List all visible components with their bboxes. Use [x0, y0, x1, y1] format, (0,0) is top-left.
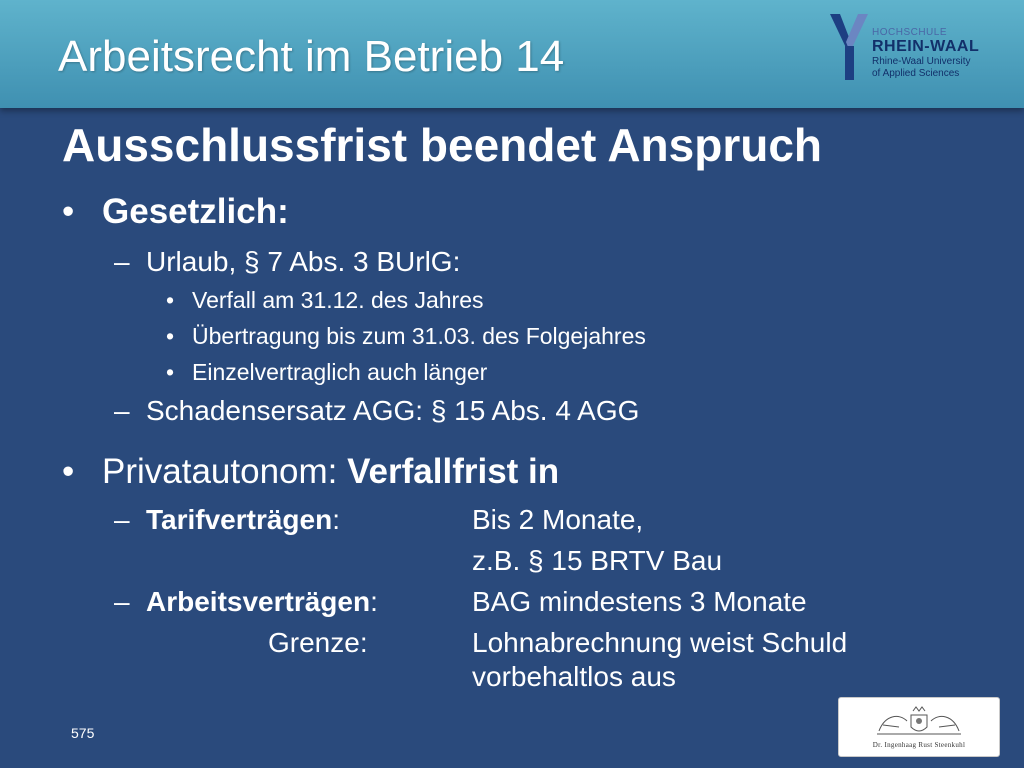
grenze-value: Lohnabrechnung weist Schuld	[472, 627, 848, 658]
sub-item-text: Urlaub, § 7 Abs. 3 BUrlG:	[146, 246, 461, 277]
term-label: Tarifverträgen	[146, 504, 333, 535]
sub-sub-item	[166, 287, 484, 314]
term-value: Bis 2 Monate,	[472, 504, 644, 535]
term-value: z.B. § 15 BRTV Bau	[472, 545, 723, 576]
dash-mark: –	[114, 586, 130, 617]
sub-sub-item-text: Verfall am 31.12. des Jahres	[192, 287, 484, 313]
title-bar	[0, 0, 1024, 108]
firm-name: Dr. Ingenhaag Rust Steenkuhl	[872, 741, 966, 749]
logo-line-1: HOCHSCHULE	[872, 27, 948, 38]
bullet-gesetzlich	[62, 192, 289, 232]
bullet-label: Gesetzlich:	[102, 192, 289, 231]
bullet-label-bold: Verfallfrist in	[347, 452, 560, 491]
university-logo-text	[872, 28, 979, 79]
presentation-title: Arbeitsrecht im Betrieb 14	[58, 32, 565, 81]
bullet-privatautonom	[62, 452, 559, 492]
sub-sub-item	[166, 359, 487, 386]
coat-of-arms-icon	[869, 705, 969, 739]
dash-mark: –	[114, 504, 130, 535]
logo-line-2: RHEIN-WAAL	[872, 38, 980, 55]
term-value: BAG mindestens 3 Monate	[472, 586, 807, 617]
slide-heading: Ausschlussfrist beendet Anspruch	[62, 119, 823, 171]
grenze-label: Grenze:	[268, 627, 368, 658]
sub-item-urlaub	[114, 246, 460, 278]
sub-item-text: Schadensersatz AGG: § 15 Abs. 4 AGG	[146, 395, 640, 426]
sub-item-schadensersatz	[114, 395, 639, 427]
term-suffix: :	[332, 504, 340, 535]
firm-logo	[838, 697, 1000, 757]
dash-mark: –	[114, 395, 130, 426]
dash-mark: –	[114, 246, 130, 277]
bullet-mark: •	[166, 359, 175, 385]
bullet-mark: •	[62, 452, 75, 491]
term-label: Arbeitsverträgen	[146, 586, 371, 617]
bullet-mark: •	[62, 192, 75, 231]
term-suffix: :	[370, 586, 378, 617]
sub-sub-item-text: Einzelvertraglich auch länger	[192, 359, 488, 385]
logo-line-4: of Applied Sciences	[872, 68, 960, 79]
bullet-mark: •	[166, 287, 175, 313]
sub-sub-item	[166, 323, 646, 350]
university-logo	[828, 12, 1008, 96]
bullet-mark: •	[166, 323, 175, 349]
grenze-value: vorbehaltlos aus	[472, 661, 676, 692]
bullet-label: Privatautonom:	[102, 452, 348, 491]
logo-line-3: Rhine-Waal University	[872, 56, 971, 67]
page-number: 575	[71, 725, 95, 741]
university-logo-mark-icon	[828, 12, 870, 82]
sub-item-tarifvertraegen	[114, 504, 340, 536]
sub-sub-item-text: Übertragung bis zum 31.03. des Folgejahres	[192, 323, 646, 349]
sub-item-arbeitsvertraegen	[114, 586, 378, 618]
